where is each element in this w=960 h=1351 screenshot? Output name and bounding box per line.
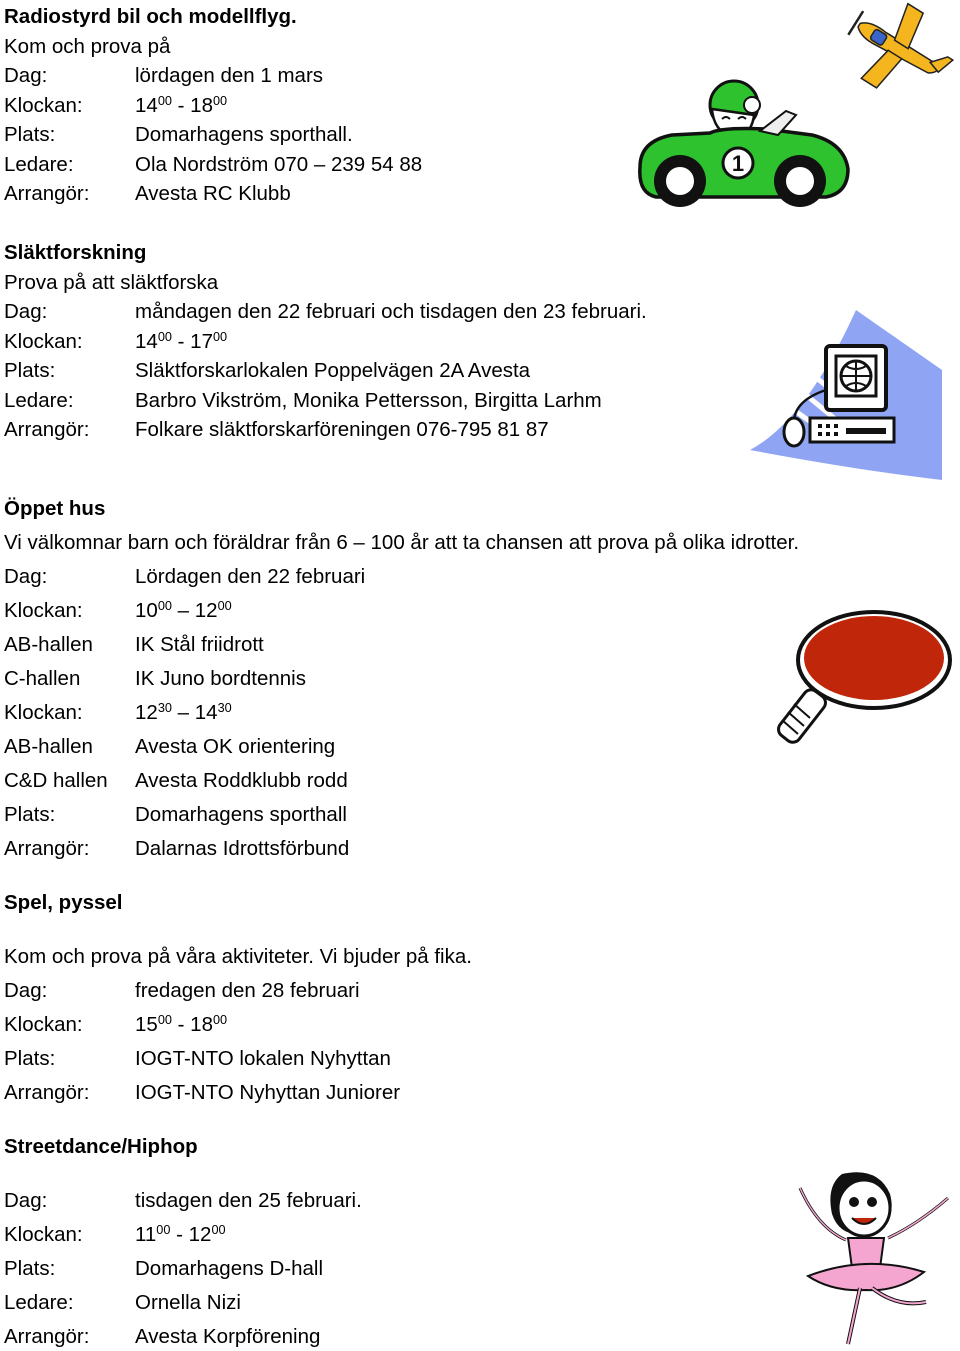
row-value: Avesta OK orientering <box>135 735 336 758</box>
info-row <box>4 1325 320 1350</box>
section-title: Spel, pyssel <box>4 891 123 914</box>
row-value: Domarhagens sporthall. <box>135 123 353 146</box>
row-value: IOGT-NTO Nyhyttan Juniorer <box>135 1081 401 1104</box>
row-label: Dag: <box>4 1189 48 1212</box>
row-label: Klockan: <box>4 599 83 622</box>
row-label: Dag: <box>4 64 48 87</box>
row-label: Plats: <box>4 803 56 826</box>
info-row <box>4 735 335 760</box>
time-value: $11^{00} - 12^{00}$ <box>135 1222 226 1246</box>
row-value: Ola Nordström 070 – 239 54 88 <box>135 153 423 176</box>
car-number: 1 <box>731 151 745 176</box>
row-label: Plats: <box>4 1047 56 1070</box>
row-label: Klockan: <box>4 701 83 724</box>
row-value: Domarhagens D-hall <box>135 1257 324 1280</box>
info-row <box>4 803 347 828</box>
info-row <box>4 330 227 355</box>
row-label: AB-hallen <box>4 633 93 656</box>
row-label: Dag: <box>4 979 48 1002</box>
info-row <box>4 769 348 794</box>
computer-illustration <box>746 300 942 482</box>
info-row <box>4 1223 226 1248</box>
row-value: tisdagen den 25 februari. <box>135 1189 362 1212</box>
section-intro: Vi välkomnar barn och föräldrar från 6 – 100 år att ta chansen att prova på olika idrotter. <box>4 531 800 554</box>
info-row <box>4 182 291 207</box>
info-row <box>4 979 360 1004</box>
row-value: Släktforskarlokalen Poppelvägen 2A Avesta <box>135 359 531 382</box>
row-label: Arrangör: <box>4 182 90 205</box>
row-value: måndagen den 22 februari och tisdagen den 23 februari. <box>135 300 647 323</box>
info-row <box>4 565 365 590</box>
info-row <box>4 1291 241 1316</box>
info-row <box>4 701 232 726</box>
section-intro: Prova på att släktforska <box>4 271 219 294</box>
info-row <box>4 123 353 148</box>
paddle-face <box>804 616 944 700</box>
row-label: Arrangör: <box>4 418 90 441</box>
section-intro: Kom och prova på <box>4 35 171 58</box>
row-label: Plats: <box>4 1257 56 1280</box>
ballerina-illustration <box>748 1168 952 1348</box>
section-intro: Kom och prova på våra aktiviteter. Vi bjuder på fika. <box>4 945 472 968</box>
time-value: $12^{30} - 14^{30}$ <box>135 700 232 724</box>
row-value: IK Juno bordtennis <box>135 667 306 690</box>
info-row <box>4 389 602 414</box>
row-label: Dag: <box>4 565 48 588</box>
row-value: IK Stål friidrott <box>135 633 264 656</box>
row-label: C&D hallen <box>4 769 108 792</box>
row-label: Arrangör: <box>4 1325 90 1348</box>
dancer-face <box>838 1180 890 1236</box>
row-label: AB-hallen <box>4 735 93 758</box>
info-row <box>4 1257 323 1282</box>
info-row <box>4 153 422 178</box>
row-value: IOGT-NTO lokalen Nyhyttan <box>135 1047 391 1070</box>
section-title: Streetdance/Hiphop <box>4 1135 198 1158</box>
row-value: Ornella Nizi <box>135 1291 241 1314</box>
time-value: $14^{00} - 18^{00}$ <box>135 93 228 117</box>
airplane-fuselage <box>855 18 940 80</box>
row-value: Avesta Roddklubb rodd <box>135 769 348 792</box>
info-row <box>4 64 323 89</box>
row-value: fredagen den 28 februari <box>135 979 360 1002</box>
row-label: Klockan: <box>4 330 83 353</box>
row-label: Plats: <box>4 123 56 146</box>
row-label: Ledare: <box>4 1291 74 1314</box>
row-label: Klockan: <box>4 1013 83 1036</box>
info-row <box>4 633 264 658</box>
info-row <box>4 837 349 862</box>
row-label: Klockan: <box>4 1223 83 1246</box>
info-row <box>4 1081 400 1106</box>
info-row <box>4 418 549 443</box>
section-title: Radiostyrd bil och modellflyg. <box>4 5 297 28</box>
row-value: Folkare släktforskarföreningen 076-795 81 87 <box>135 418 549 441</box>
dancer-tutu <box>808 1264 924 1290</box>
row-value: Barbro Vikström, Monika Pettersson, Birgitta Larhm <box>135 389 602 412</box>
row-label: Klockan: <box>4 94 83 117</box>
row-label: Plats: <box>4 359 56 382</box>
row-label: Dag: <box>4 300 48 323</box>
row-value: Dalarnas Idrottsförbund <box>135 837 350 860</box>
computer-mouse <box>784 418 804 446</box>
info-row <box>4 300 647 325</box>
row-label: Ledare: <box>4 153 74 176</box>
info-row <box>4 359 530 384</box>
info-row <box>4 599 232 624</box>
info-row <box>4 1189 362 1214</box>
row-value: Domarhagens sporthall <box>135 803 347 826</box>
info-row <box>4 667 306 692</box>
section-title: Släktforskning <box>4 241 147 264</box>
row-label: Ledare: <box>4 389 74 412</box>
info-row <box>4 1047 391 1072</box>
time-value: $15^{00} - 18^{00}$ <box>135 1012 228 1036</box>
row-label: Arrangör: <box>4 837 90 860</box>
time-value: $10^{00} - 12^{00}$ <box>135 598 232 622</box>
helmet-badge <box>744 97 760 113</box>
row-label: Arrangör: <box>4 1081 90 1104</box>
row-value: lördagen den 1 mars <box>135 64 324 87</box>
row-value: Avesta Korpförening <box>135 1325 321 1348</box>
time-value: $14^{00} - 17^{00}$ <box>135 329 228 353</box>
info-row <box>4 94 227 119</box>
pingpong-paddle-illustration <box>770 600 956 756</box>
race-car-illustration <box>626 75 862 217</box>
row-label: C-hallen <box>4 667 81 690</box>
info-row <box>4 1013 227 1038</box>
row-value: Lördagen den 22 februari <box>135 565 366 588</box>
row-value: Avesta RC Klubb <box>135 182 291 205</box>
section-title: Öppet hus <box>4 497 106 520</box>
